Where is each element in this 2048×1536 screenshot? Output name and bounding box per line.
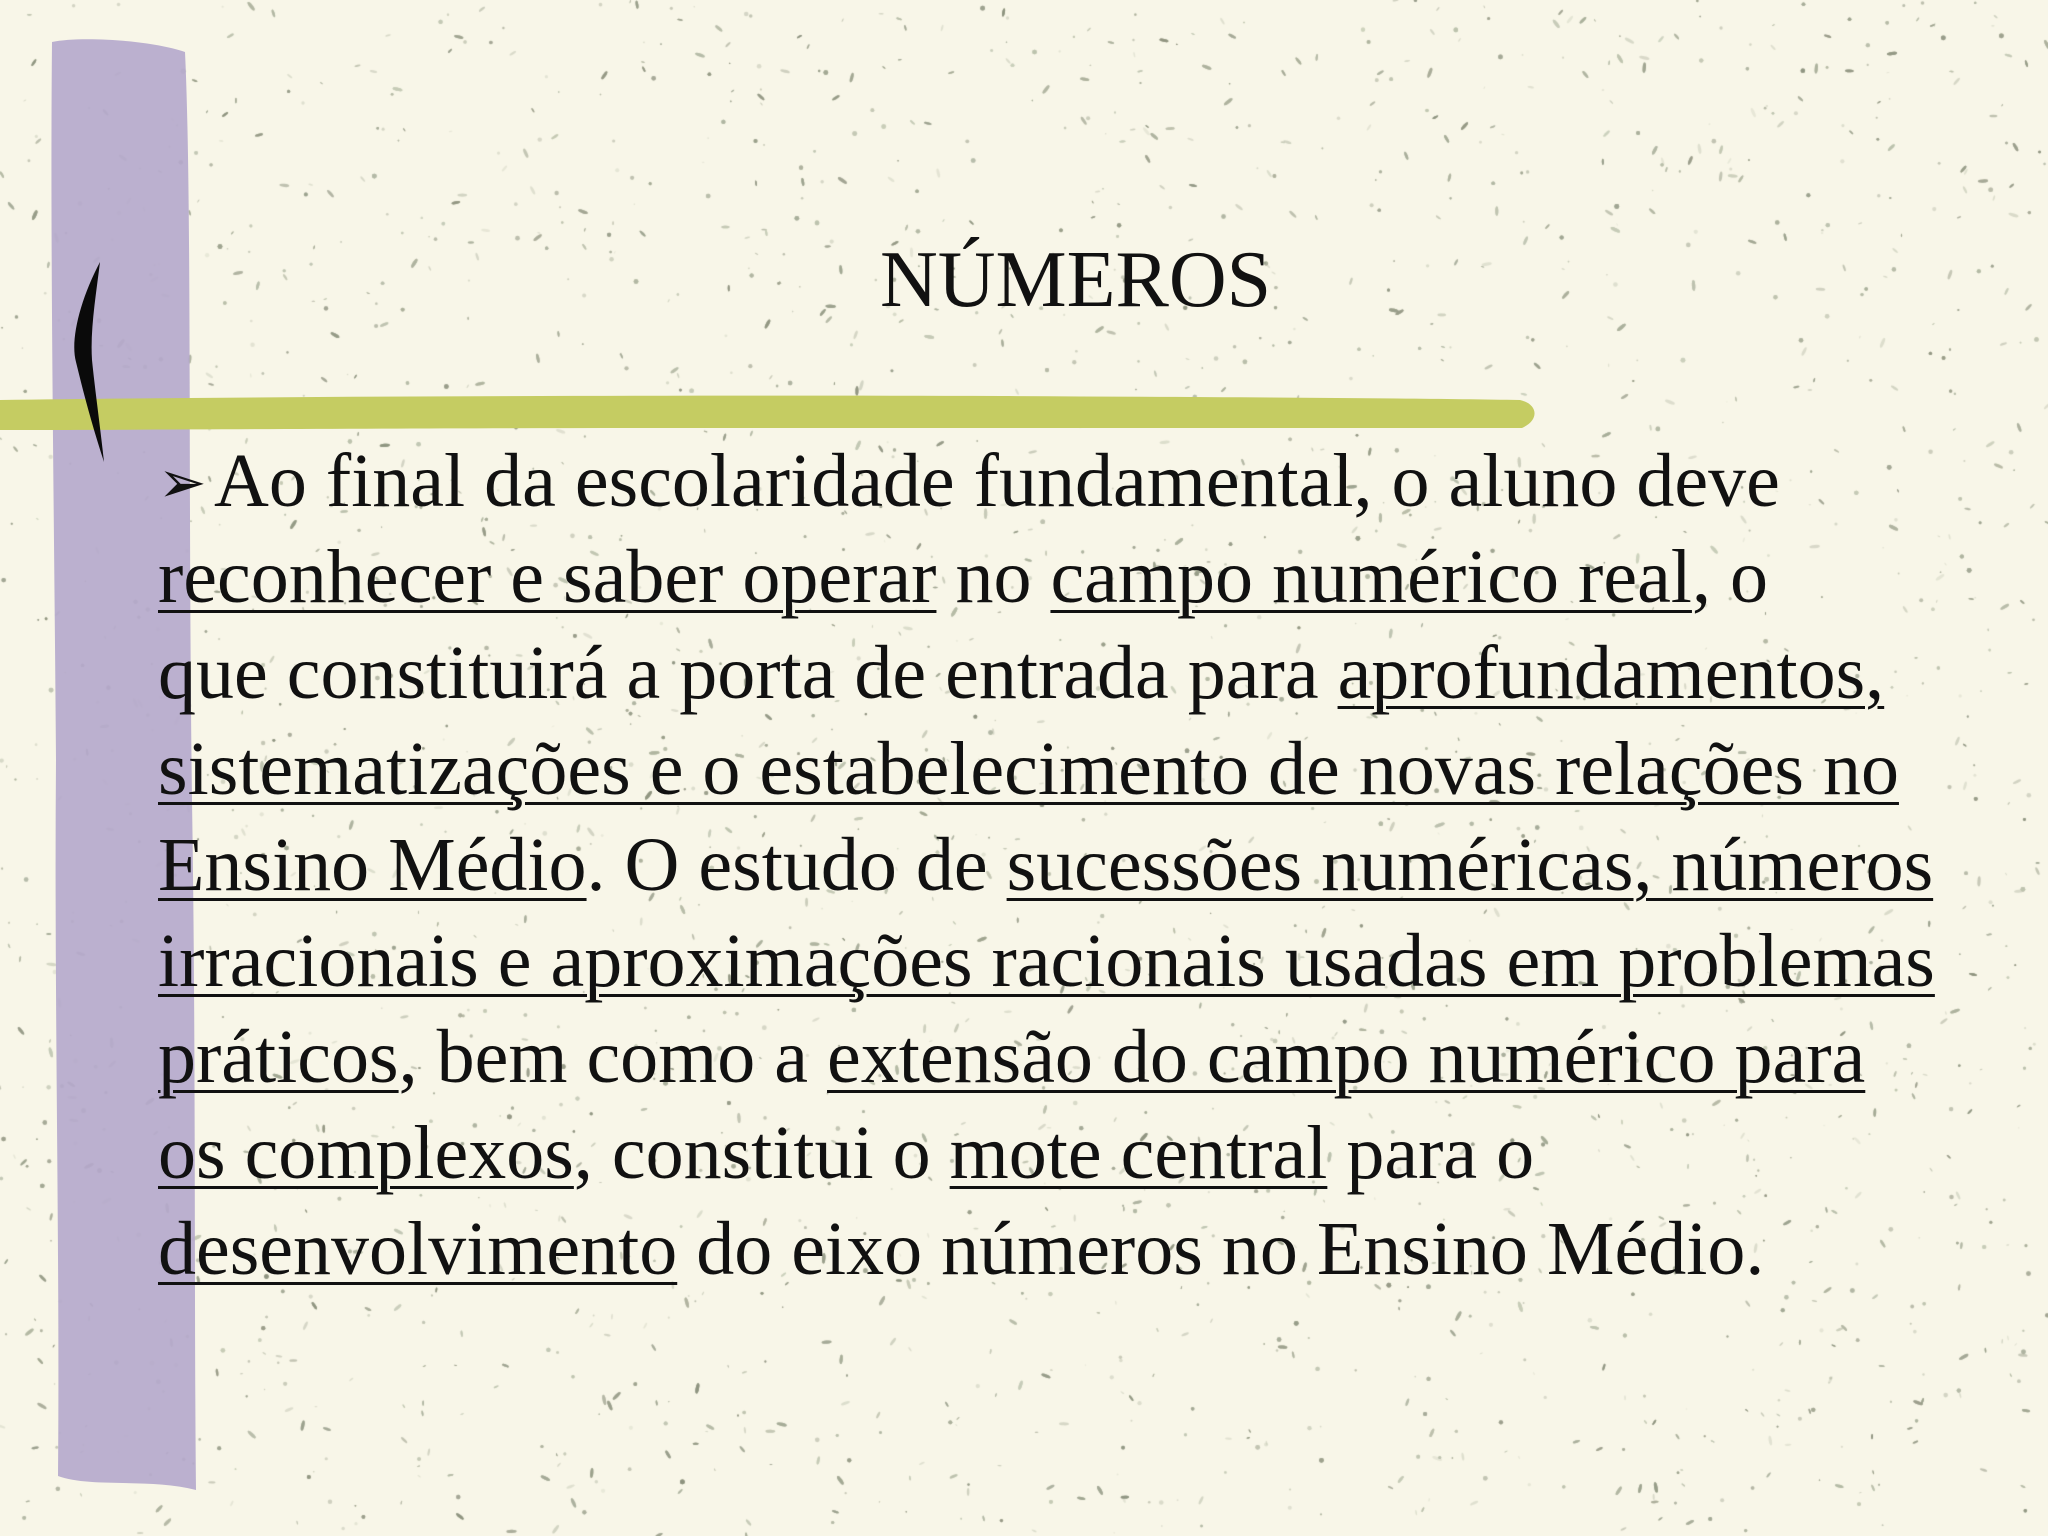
underlined-phrase: campo numérico real (1050, 535, 1692, 619)
body-line (158, 817, 2038, 913)
underlined-phrase: aprofundamentos, (1337, 631, 1885, 715)
text-run: do eixo números no Ensino Médio. (677, 1207, 1765, 1291)
body-line (158, 433, 2038, 529)
text-run: Ao final da escolaridade fundamental, o aluno deve (214, 439, 1780, 523)
arrowhead-bullet-icon: ➢ (158, 448, 207, 516)
text-run: para o (1327, 1111, 1535, 1195)
green-horizontal-bar (0, 396, 1535, 430)
slide-title: NÚMEROS (880, 236, 1272, 324)
text-run: , bem como a (398, 1015, 828, 1099)
underlined-phrase: práticos (158, 1015, 399, 1099)
underlined-phrase: irracionais e aproximações racionais usadas em problemas (158, 919, 1935, 1003)
underlined-phrase: desenvolvimento (158, 1207, 678, 1291)
text-run: , o (1691, 535, 1768, 619)
underlined-phrase: reconhecer e saber operar (158, 535, 937, 619)
body-line (158, 721, 2038, 817)
body-line (158, 1105, 2038, 1201)
slide-body-text (158, 433, 2038, 1297)
body-line (158, 913, 2038, 1009)
underlined-phrase: sucessões numéricas, números (1006, 823, 1934, 907)
body-line (158, 1009, 2038, 1105)
text-run: que constituirá a porta de entrada para (158, 631, 1338, 715)
underlined-phrase: os complexos (158, 1111, 574, 1195)
body-line (158, 529, 2038, 625)
body-line (158, 625, 2038, 721)
underlined-phrase: mote central (949, 1111, 1328, 1195)
text-run: . O estudo de (586, 823, 1007, 907)
underlined-phrase: extensão do campo numérico para (827, 1015, 1866, 1099)
underlined-phrase: Ensino Médio (158, 823, 587, 907)
body-line (158, 1201, 2038, 1297)
text-run: no (936, 535, 1051, 619)
underlined-phrase: sistematizações e o estabelecimento de novas relações no (158, 727, 1899, 811)
text-run: , constitui o (573, 1111, 950, 1195)
